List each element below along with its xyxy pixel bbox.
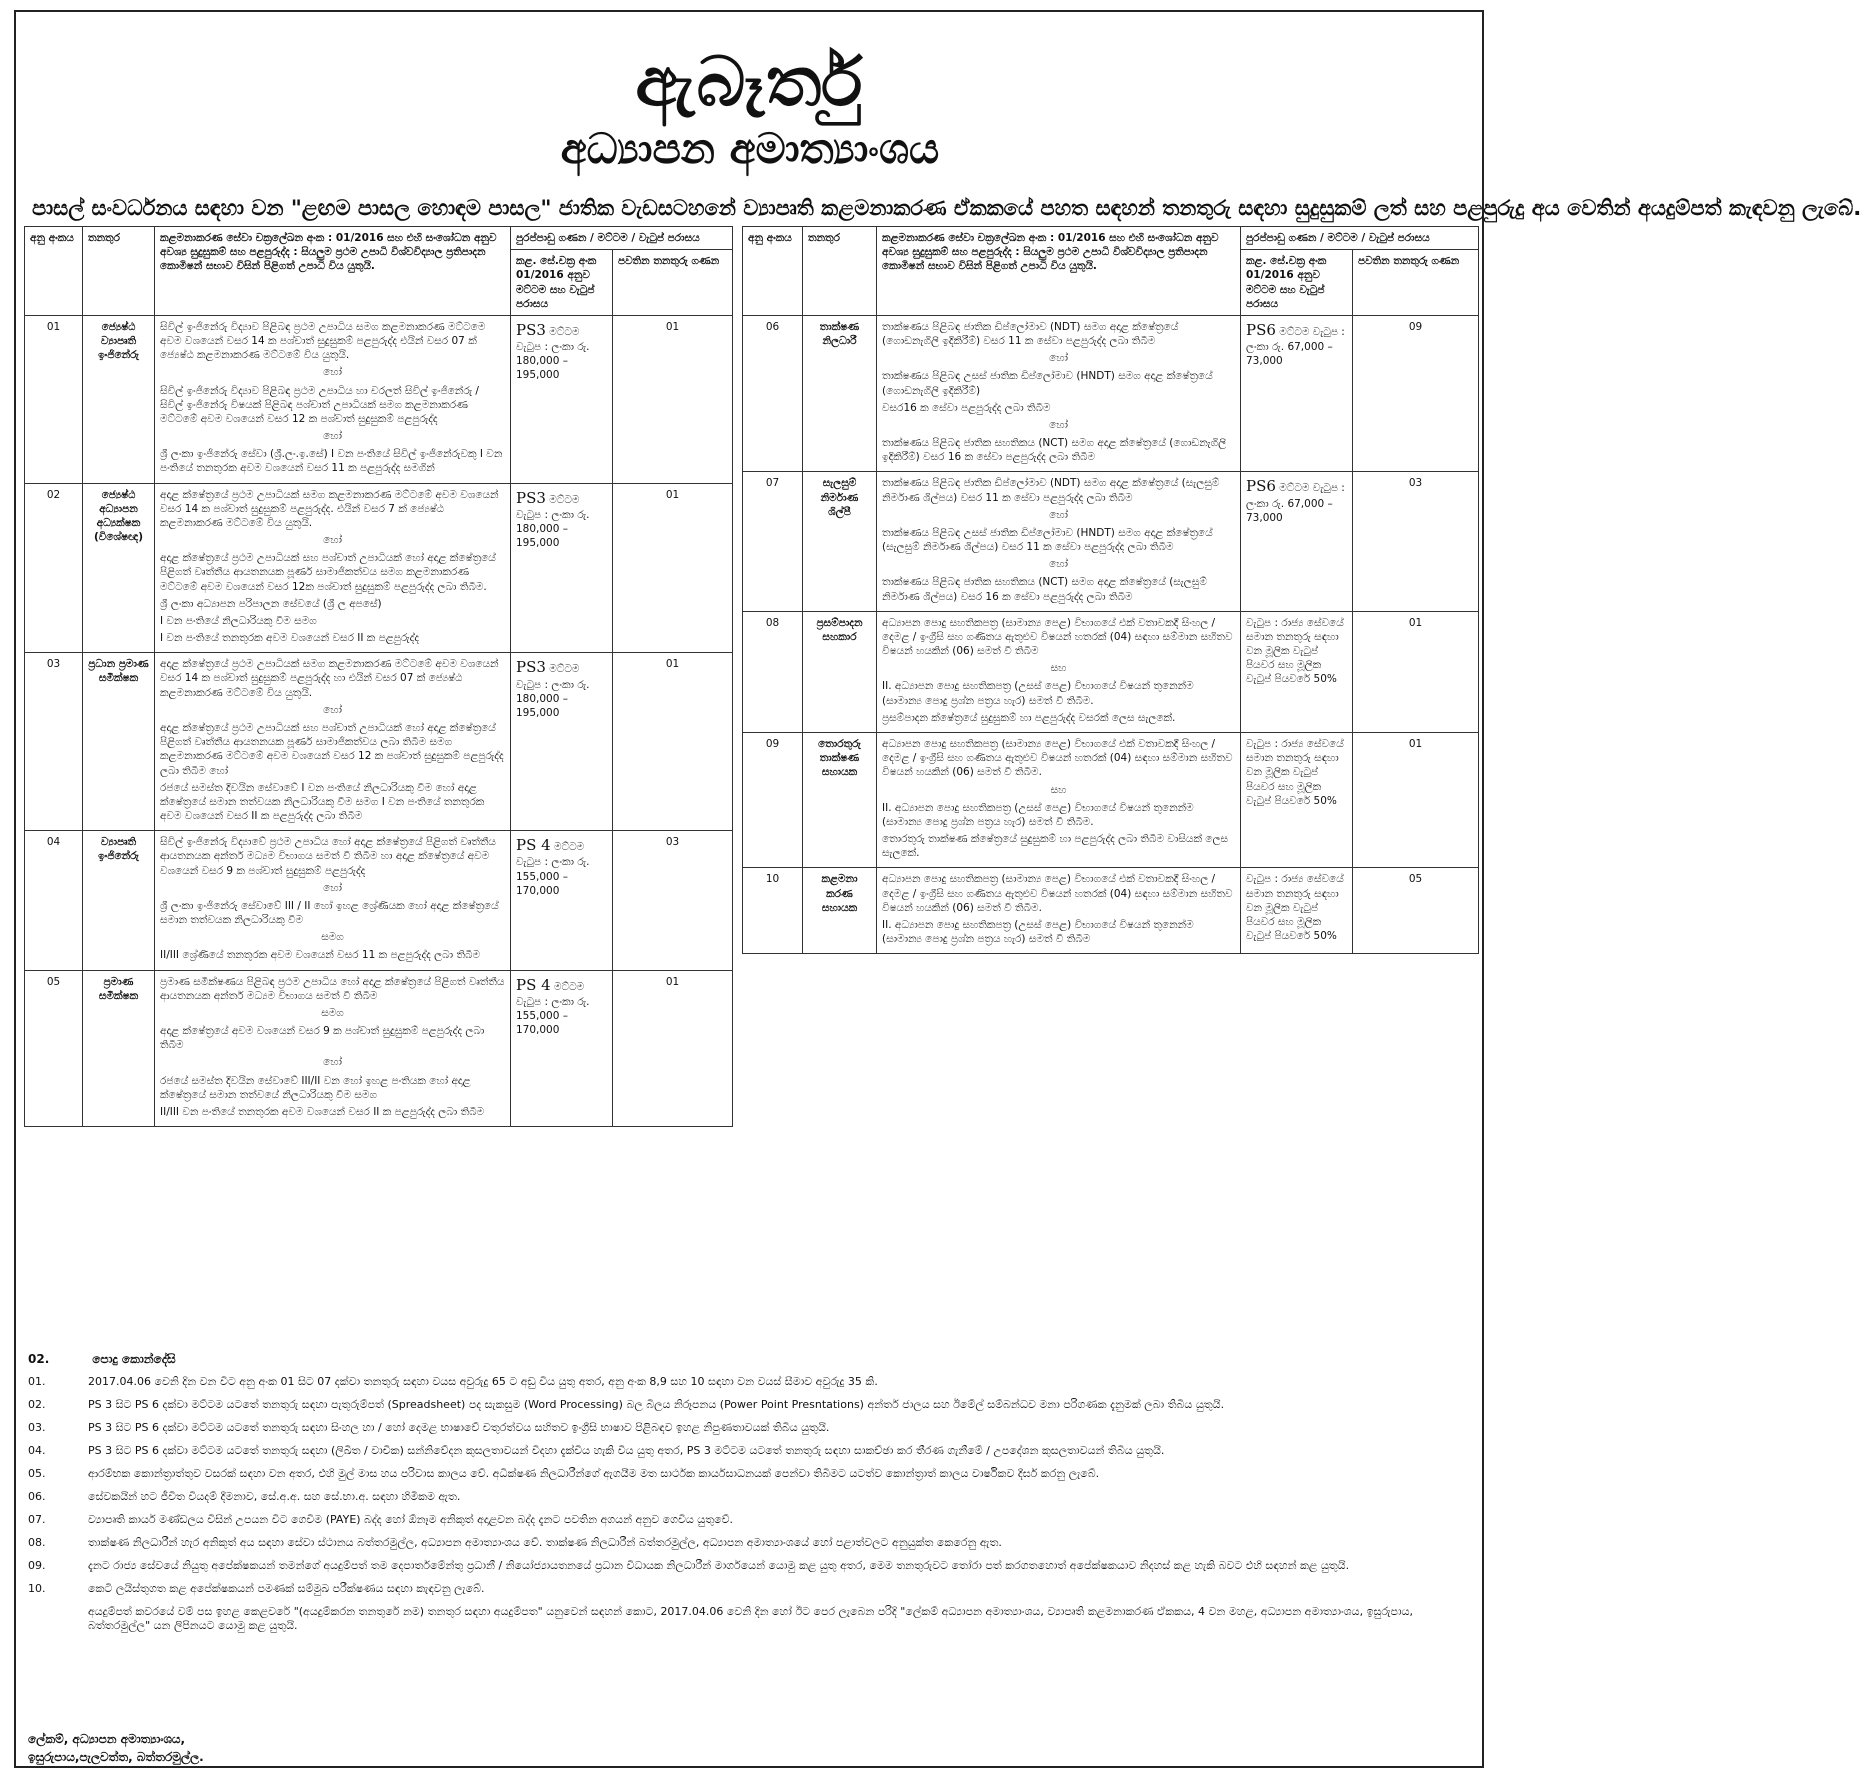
qualification-line: ප්‍රසම්පාදන ක්ෂේත්‍රයේ සුදුසුකම් හා පළපුරුද්ද වසරක් ලෙස සැලකේ. xyxy=(882,711,1176,724)
connector-word: හෝ xyxy=(1049,508,1068,521)
row-number: 06 xyxy=(743,315,803,472)
vacancy-count: 01 xyxy=(1353,732,1479,867)
qualifications-cell xyxy=(877,472,1241,611)
condition-number: 01. xyxy=(28,1375,46,1388)
qualification-line: ශ්‍රී ලංකා ඉංජිනේරු සේවාවේ III / II හෝ ඉහළ ශ්‍රේණියක හෝ අදාළ ක්ෂේත්‍රයේ සමාන තත්වයක නිලධාරියකු වීම xyxy=(160,899,499,927)
intro-text: පාසල් සංවර්ධනය සඳහා වන "ළඟම පාසල හොඳම පාසල" ජාතික වැඩසටහනේ ව්‍යාපෘති කළමනාකරණ ඒකකයේ පහත සඳහන් තනතුරු සඳහා සුදුසුකම් ලත් සහ පළපුරුදු අය වෙතින් අයදුම්පත් කැඳවනු ලැබේ. xyxy=(32,196,1861,220)
connector-word: සමග xyxy=(321,931,344,944)
salary-level: PS6 xyxy=(1246,320,1276,339)
vacancy-count: 05 xyxy=(1353,868,1479,954)
table-row xyxy=(25,483,733,653)
row-number: 05 xyxy=(25,970,83,1127)
condition-number: 03. xyxy=(28,1421,46,1434)
salary-level: PS3 xyxy=(516,488,546,507)
vacancy-count: 01 xyxy=(613,653,733,831)
conditions-list xyxy=(28,1375,1478,1633)
post-name: කළමනා කරණ සහායක xyxy=(803,868,877,954)
qualification-line: අධ්‍යාපන පොදු සහතිකපත්‍ර (සාමාන්‍ය පෙළ) විභාගයේ එක් වතාවකදී සිංහල / දෙමළ / ඉංග්‍රීසි සහ ගණිතය ඇතුළුව විෂයන් හතරක් (04) සඳහා සම්මාන සහිතව විෂයන් හයකින් (06) සමත් වී තිබීම xyxy=(882,616,1233,658)
qualifications-cell xyxy=(877,315,1241,472)
qualifications-cell xyxy=(155,831,511,970)
qualification-line: රජයේ සමස්ත දිවයින සේවාවේ III/II වන හෝ ඉහළ පංතියක හෝ අදාළ ක්ෂේත්‍රයේ සමාන තත්වයේ නිලධාරියකු වීම සමග xyxy=(160,1074,471,1101)
condition-text: ව්‍යාපෘති කාර්ය මණ්ඩලය විසින් උපයන විට ගෙවීම (PAYE) බද්ද හෝ ඕනෑම අනිකුත් අදාළවන බද්ද දැනට පවතින අගයන් අනුව ගෙවිය යුතුවේ. xyxy=(88,1513,734,1526)
vacancy-count: 01 xyxy=(613,315,733,483)
qualification-line: I වන පංතියේ නිලධාරියකු වීම සමග xyxy=(160,614,317,627)
page-title: ඇබෑර්තු xyxy=(635,42,865,122)
post-name: තාක්ෂණ නිලධාරී xyxy=(803,315,877,472)
condition-item xyxy=(28,1490,1478,1504)
condition-number: 06. xyxy=(28,1490,46,1503)
salary-level: PS3 xyxy=(516,320,546,339)
qualification-line: තාක්ෂණය පිළිබඳ ජාතික සහතිකය (NCT) සමග අදාළ ක්ෂේත්‍රයේ (ගොඩනැගිලි ඉදිකිරීම්) වසර 16 ක සේවා පළපුරුද්ද ලබා තිබීම xyxy=(882,437,1227,464)
condition-number: 08. xyxy=(28,1536,46,1549)
connector-word: සහ xyxy=(1050,662,1067,675)
qualification-line: තාක්ෂණය පිළිබඳ උසස් ජාතික ඩිප්ලෝමාව (HNDT) සමග අදාළ ක්ෂේත්‍රයේ (සැලසුම් නිර්මාණ ශිල්පය) වසර 11 ක සේවා පළපුරුද්ද ලබා තිබීම xyxy=(882,526,1213,554)
salary-range: මට්ටම වැටුප : ලංකා රු. 180,000 – 195,000 xyxy=(516,663,590,719)
salary-cell xyxy=(1241,315,1353,472)
connector-word: හෝ xyxy=(1049,558,1068,571)
row-number: 07 xyxy=(743,472,803,611)
qualification-line: තාක්ෂණය පිළිබඳ ජාතික සහතිකය (NCT) සමග අදාළ ක්ෂේත්‍රයේ (සැලසුම් නිර්මාණ ශිල්පය) වසර 16 ක සේවා පළපුරුද්ද ලබා තිබීම xyxy=(882,576,1207,603)
qualification-line: සිවිල් ඉංජිනේරු විද්‍යාව පිළිබඳ ප්‍රථම උපාධිය සමග කළමනාකරණ මට්ටමෙ අවම වශයෙන් වසර 14 ක පශ්චාත් සුදුසුකම් පළපුරුද්ද එයින් වසර 07 ක් ජ්‍යෙෂ්ඨ කළමනාකරණ මට්ටමේ විය යුතුයි. xyxy=(160,320,486,362)
table-row xyxy=(743,315,1479,472)
condition-number: 04. xyxy=(28,1444,46,1457)
post-name: ප්‍රසම්පාදන සහකාර xyxy=(803,611,877,732)
general-conditions-heading xyxy=(28,1352,1478,1367)
post-name: ව්‍යාපෘති ඉංජිනේරු xyxy=(83,831,155,970)
vacancy-table-left xyxy=(24,226,733,1127)
condition-text: PS 3 සිට PS 6 දක්වා මට්ටම යටතේ තනතුරු සඳහා සිංහල හා / හෝ දෙමළ භාෂාවේ චතුරත්වය සහිතව ඉංග්‍රීසි භාෂාව පිළිබඳව ඉහළ නිපුණතාවයක් තිබිය යුතුයි. xyxy=(88,1421,830,1434)
connector-word: හෝ xyxy=(323,1056,342,1069)
qualifications-cell xyxy=(155,653,511,831)
salary-level: PS 4 xyxy=(516,836,551,855)
qualification-line: අදාළ ක්ෂේත්‍රයේ ප්‍රථම උපාධියක් සහ පශ්චාත් උපාධියක් හෝ අදාළ ක්ෂේත්‍රයේ පිළිගත් වෘත්තීය ආයතනයක පූර්ණ සාමාජිකත්වය ලබා තිබීම සමග කළමනාකරණ මට්ටමේ අවම වශයෙන් වසර 12 ක පශ්චාත් සුදුසුකම් පළපුරුද්ද ලබා තිබීම හෝ xyxy=(160,721,504,777)
table-row xyxy=(25,315,733,483)
condition-number: 05. xyxy=(28,1467,46,1480)
vacancy-count: 01 xyxy=(613,970,733,1127)
row-number: 04 xyxy=(25,831,83,970)
condition-number: 02. xyxy=(28,1398,46,1411)
condition-text: තාක්ෂණ නිලධාරීන් හැර අනිකුත් අය සඳහා සේවා ස්ථානය බත්තරමුල්ල, අධ්‍යාපන අමාත්‍යාංශය වේ. තාක්ෂණ නිලධාරීන් බත්තරමුල්ල, අධ්‍යාපන අමාත්‍යාංශයේ හෝ පළාත්වලට අනුයුක්ත කෙරෙනු ඇත. xyxy=(88,1536,1002,1549)
col-salary-header: කළ. සේ.චක්‍ර අංක 01/2016 අනුව මට්ටම සහ වැටුප් පරාසය xyxy=(511,250,613,316)
left-rows xyxy=(25,315,733,1126)
condition-text: දැනට රාජ්‍ය සේවයේ නියුතු අපේක්ෂකයන් තමන්ගේ අයදුම්පත් තම දෙපාර්තමේන්තු ප්‍රධානී / නියෝජ්‍යායතනයේ ප්‍රධාන විධායක නිලධාරීන් මාර්ගයෙන් යොමු කළ යුතු අතර, මෙම තනතුරුවට තෝරා පත් කරගතහොත් අපේක්ෂකයාව නිදහස් කළ හැකි බවට එහි සඳහන් කළ යුතුයි. xyxy=(88,1559,1350,1572)
connector-word: හෝ xyxy=(323,534,342,547)
condition-number: 10. xyxy=(28,1582,46,1595)
qualification-line: අදාළ ක්ෂේත්‍රයේ ප්‍රථම උපාධියක් සමග කළමනාකරණ මට්ටමේ අවම වශයෙන් වසර 14 ක පශ්චාත් සුදුසුකම් පළපුරුද්ද. එයින් වසර 7 ක් ජ්‍යෙෂ්ඨ කළමනාකරණ මට්ටමේ විය යුතුයි. xyxy=(160,488,499,529)
table-row xyxy=(743,732,1479,867)
post-name: ජ්‍යෙෂ්ඨ ව්‍යාපෘති ඉංජිනේරු xyxy=(83,315,155,483)
section-number: 02. xyxy=(28,1352,50,1366)
row-number: 08 xyxy=(743,611,803,732)
col-qual-header: කළමනාකරණ සේවා චක්‍රලේඛන අංක : 01/2016 සහ එහි සංශෝධන අනුව අවශ්‍ය සුදුසුකම් සහ පළපුරුද්ද : සියලුම ප්‍රථම උපාධි විශ්වවිද්‍යාල ප්‍රතිපාදන කොමිෂන් සභාව විසින් පිළිගත් උපාධි විය යුතුයි. xyxy=(155,227,511,316)
qualifications-cell xyxy=(155,315,511,483)
general-conditions xyxy=(28,1352,1478,1642)
salary-range: වැටුප : රාජ්‍ය සේවයේ සමාන තනතුරු සඳහා වන මූලික වැටුප් පියවර සහ මූලික වැටුප් පියවරේ 50% xyxy=(1246,737,1344,807)
condition-item xyxy=(28,1467,1478,1481)
row-number: 09 xyxy=(743,732,803,867)
salary-range: මට්ටම වැටුප : ලංකා රු. 67,000 – 73,000 xyxy=(1246,482,1345,524)
salary-cell xyxy=(1241,611,1353,732)
salary-range: මට්ටම වැටුප : ලංකා රු. 155,000 – 170,000 xyxy=(516,841,590,897)
connector-word: හෝ xyxy=(323,366,342,379)
section-title: පොදු කොන්දේසි xyxy=(92,1352,176,1366)
qualification-line: II. අධ්‍යාපන පොදු සහතිකපත්‍ර (උසස් පෙළ) විභාගයේ විෂයන් තුනෙන්ම (සාමාන්‍ය පොදු ප්‍රශ්න පත්‍රය හැර) සමත් වී තිබීම. xyxy=(882,801,1194,828)
salary-cell xyxy=(1241,732,1353,867)
qualifications-cell xyxy=(155,970,511,1127)
qualification-line: ප්‍රමාණ සමීක්ෂණය පිළිබඳ ප්‍රථම උපාධිය හෝ අදාළ ක්ෂේත්‍රයේ පිළිගත් වෘත්තීය ආයතනයක අන්තර් මධ්‍යම විභාගය සමත් වී තිබීම xyxy=(160,975,505,1002)
col-group-header: පුරප්පාඩු ගණන / මට්ටම / වැටුප් පරාසය xyxy=(511,227,733,250)
table-row xyxy=(25,653,733,831)
connector-word: හෝ xyxy=(323,703,342,716)
qualification-line: ශ්‍රී ලංකා ඉංජිනේරු සේවා (ශ්‍රී.ලං.ඉ.සේ) I වන පංතියේ සිවිල් ඉංජිනේරුවකු I වන පංතියේ තනතුරක අවම වශයෙන් වසර 11 ක පළපුරුද්ද සමගින් xyxy=(160,448,503,475)
connector-word: හෝ xyxy=(1049,352,1068,365)
vacancy-count: 01 xyxy=(1353,611,1479,732)
salary-cell xyxy=(511,970,613,1127)
qualification-line: තාක්ෂණය පිළිබඳ ජාතික ඩිප්ලෝමාව (NDT) සමග අදාළ ක්ෂේත්‍රයේ (ගොඩනැගිලි ඉදිකිරීම්) වසර 11 ක සේවා පළපුරුද්ද ලබා තිබීම xyxy=(882,320,1179,348)
salary-range: වැටුප : රාජ්‍ය සේවයේ සමාන තනතුරු සඳහා වන මූලික වැටුප් පියවර සහ මූලික වැටුප් පියවරේ 50% xyxy=(1246,616,1344,686)
connector-word: හෝ xyxy=(1049,418,1068,431)
qualification-line: අධ්‍යාපන පොදු සහතිකපත්‍ර (සාමාන්‍ය පෙළ) විභාගයේ එක් වතාවකදී සිංහල / දෙමළ / ඉංග්‍රීසි සහ ගණිතය ඇතුළුව විෂයන් හතරක් (04) සඳහා සම්මාන සහිතව විෂයන් හයකින් (06) සමත් වී තිබීම. xyxy=(882,737,1233,779)
condition-text: කෙටි ලයිස්තුගත කළ අපේක්ෂකයන් පමණක් සම්මුඛ පරීක්ෂණය සඳහා කැඳවනු ලැබේ. xyxy=(88,1582,485,1595)
salary-cell xyxy=(1241,472,1353,611)
condition-item xyxy=(28,1536,1478,1550)
row-number: 02 xyxy=(25,483,83,653)
signature-block xyxy=(28,1730,204,1766)
col-post-header: තනතුර xyxy=(83,227,155,316)
col-qual-header: කළමනාකරණ සේවා චක්‍රලේඛන අංක : 01/2016 සහ එහි සංශෝධන අනුව අවශ්‍ය සුදුසුකම් සහ පළපුරුද්ද : සියලුම ප්‍රථම උපාධි විශ්වවිද්‍යාල ප්‍රතිපාදන කොමිෂන් සභාව විසින් පිළිගත් උපාධි විය යුතුයි. xyxy=(877,227,1241,316)
table-row xyxy=(743,472,1479,611)
col-count-header: පවතින තනතුරු ගණන xyxy=(613,250,733,316)
signature-line-1: ලේකම්, අධ්‍යාපන අමාත්‍යාංශය, xyxy=(28,1732,186,1746)
col-no-header: අනු අංකය xyxy=(25,227,83,316)
vacancy-count: 03 xyxy=(613,831,733,970)
condition-item xyxy=(28,1444,1478,1458)
salary-level: PS 4 xyxy=(516,975,551,994)
row-number: 10 xyxy=(743,868,803,954)
qualification-line: තොරතුරු තාක්ෂණ ක්ෂේත්‍රයේ සුදුසුකම් හා පළපුරුද්ද ලබා තිබීම වාසියක් ලෙස සැලකේ. xyxy=(882,833,1229,860)
connector-word: සහ xyxy=(1050,783,1067,796)
condition-text: PS 3 සිට PS 6 දක්වා මට්ටම යටතේ තනතුරු සඳහා (ලිඛිත / වාචික) සන්නිවේදන කුසලතාවයන් විදහා දැක්විය හැකි විය යුතු අතර, PS 3 මට්ටම යටතේ තනතුරු සඳහා සාකච්ඡා කර තීරණ ගැනීමේ / උපදේශන කුසලතාවයන් තිබිය යුතුයි. xyxy=(88,1444,1165,1457)
row-number: 01 xyxy=(25,315,83,483)
table-row xyxy=(743,611,1479,732)
right-rows xyxy=(743,315,1479,953)
qualification-line: රජයේ සමස්ත දිවයින සේවාවේ I වන පංතියේ නිලධාරියකු වීම හෝ අදාළ ක්ෂේත්‍රයේ සමාන තත්වයක නිලධාරියකු වීම සමග I වන පංතියේ තනතුරක අවම වශයෙන් වසර II ක පළපුරුද්ද ලබා තිබීම xyxy=(160,781,485,823)
col-post-header: තනතුර xyxy=(803,227,877,316)
qualification-line: අදාළ ක්ෂේත්‍රයේ ප්‍රථම උපාධියක් සමග කළමනාකරණ මට්ටමේ අවම වශයෙන් වසර 14 ක පශ්චාත් සුදුසුකම් පළපුරුද්ද හා එයින් වසර 07 ක් ජ්‍යෙෂ්ඨ කළමනාකරණ මට්ටමේ විය යුතුයි. xyxy=(160,658,499,699)
salary-range: මට්ටම වැටුප : ලංකා රු. 180,000 – 195,000 xyxy=(516,325,590,382)
qualifications-cell xyxy=(877,611,1241,732)
col-salary-header: කළ. සේ.චක්‍ර අංක 01/2016 අනුව මට්ටම සහ වැටුප් පරාසය xyxy=(1241,250,1353,316)
vacancy-count: 03 xyxy=(1353,472,1479,611)
condition-text: PS 3 සිට PS 6 දක්වා මට්ටම යටතේ තනතුරු සඳහා පැතුරුම්පත් (Spreadsheet) පද සැකසුම (Word Processing) බල බිලය නිරූපනය (Power Point Presntations) අන්තර් ජාලය සහ ඊමේල් සම්බන්ධව මනා පරිගණක දැනුමක් ලබා තිබිය යුතුයි. xyxy=(88,1398,1225,1411)
post-name: ප්‍රධාන ප්‍රමාණ සමීක්ෂක xyxy=(83,653,155,831)
qualification-line: සිවිල් ඉංජිනේරු විද්‍යාව පිළිබඳ ප්‍රථම උපාධිය හා චරලත් සිවිල් ඉංජිනේරු / සිවිල් ඉංජිනේරු විෂයක් පිළිබඳ පශ්චාත් උපාධියක් සමග කළමනාකරණ මට්ටමේ අවම වශයෙන් වසර 12 ක පශ්චාත් සුදුසුකම් පළපුරුද්ද xyxy=(160,384,479,425)
condition-item xyxy=(28,1559,1478,1573)
signature-line-2: ඉසුරුපාය,පැලවත්ත, බත්තරමුල්ල. xyxy=(28,1750,204,1764)
condition-item xyxy=(28,1398,1478,1412)
salary-range: මට්ටම වැටුප : ලංකා රු. 67,000 – 73,000 xyxy=(1246,325,1345,368)
col-group-header: පුරප්පාඩු ගණන / මට්ටම / වැටුප් පරාසය xyxy=(1241,227,1479,250)
table-row xyxy=(25,831,733,970)
condition-item xyxy=(28,1605,1478,1633)
condition-text: 2017.04.06 වෙනි දින වන විට අනු අංක 01 සිට 07 දක්වා තනතුරු සඳහා වයස අවුරුදු 65 ට අඩු විය යුතු අතර, අනු අංක 8,9 සහ 10 සඳහා වන වයස් සීමාව අවුරුදු 35 කි. xyxy=(88,1375,878,1388)
qualifications-cell xyxy=(155,483,511,653)
connector-word: හෝ xyxy=(323,881,342,894)
post-name: තොරතුරු තාක්ෂණ සහායක xyxy=(803,732,877,867)
salary-cell xyxy=(511,483,613,653)
vacancy-table-right xyxy=(742,226,1479,954)
condition-item xyxy=(28,1513,1478,1527)
salary-range: වැටුප : රාජ්‍ය සේවයේ සමාන තනතුරු සඳහා වන මූලික වැටුප් පියවර සහ මූලික වැටුප් පියවරේ 50% xyxy=(1246,873,1344,943)
vacancy-count: 01 xyxy=(613,483,733,653)
connector-word: සමග xyxy=(321,1006,344,1019)
post-name: ප්‍රමාණ සමීක්ෂක xyxy=(83,970,155,1127)
condition-number xyxy=(28,1605,88,1633)
qualification-line: වසර16 ක සේවා පළපුරුද්ද ලබා තිබීම xyxy=(882,401,1051,414)
qualification-line: අදාළ ක්ෂේත්‍රයේ අවම වශයෙන් වසර 9 ක පශ්චාත් සුදුසුකම් පළපුරුද්ද ලබා තිබීම xyxy=(160,1025,485,1052)
qualification-line: I වන පංතියේ තනතුරක අවම වශයෙන් වසර II ක පළපුරුද්ද xyxy=(160,632,419,645)
condition-item xyxy=(28,1421,1478,1435)
qualifications-cell xyxy=(877,868,1241,954)
salary-range: මට්ටම වැටුප : ලංකා රු. 155,000 – 170,000 xyxy=(516,980,590,1037)
salary-cell xyxy=(1241,868,1353,954)
qualification-line: II/III ශ්‍රේණියේ තනතුරක අවම වශයෙන් වසර 11 ක පළපුරුද්ද ලබා තිබීම xyxy=(160,949,481,962)
condition-number: 09. xyxy=(28,1559,46,1572)
salary-range: මට්ටම වැටුප : ලංකා රු. 180,000 – 195,000 xyxy=(516,493,590,550)
salary-level: PS6 xyxy=(1246,477,1276,496)
qualification-line: අදාළ ක්ෂේත්‍රයේ ප්‍රථම උපාධියක් සහ පශ්චාත් උපාධියක් හෝ අදාළ ක්ෂේත්‍රයේ පිළිගත් වෘත්තීය ආයතනයක පූර්ණ සාමාජිකත්වය සමග කළමනාකරණ මට්ටමේ අවම වශයෙන් වසර 12ක පශ්චාත් සුදුසුකම් පළපුරුද්ද ලබා තිබීම. xyxy=(160,552,496,593)
col-count-header: පවතින තනතුරු ගණන xyxy=(1353,250,1479,316)
qualifications-cell xyxy=(877,732,1241,867)
condition-text: සේවකයින් හට ජීවිත වියදම් දීමනාව, සේ.අ.අ. සහ සේ.භා.අ. සඳහා හිමිකම ඇත. xyxy=(88,1490,461,1503)
col-no-header: අනු අංකය xyxy=(743,227,803,316)
salary-cell xyxy=(511,315,613,483)
qualification-line: තාක්ෂණය පිළිබඳ ජාතික ඩිප්ලෝමාව (NDT) සමග අදාළ ක්ෂේත්‍රයේ (සැලසුම් නිර්මාණ ශිල්පය) වසර 11 ක සේවා පළපුරුද්ද ලබා තිබීම xyxy=(882,477,1220,504)
qualification-line: තාක්ෂණය පිළිබඳ උසස් ජාතික ඩිප්ලෝමාව (HNDT) සමග අදාළ ක්ෂේත්‍රයේ (ගොඩනැගිලි ඉදිකිරීම්) xyxy=(882,370,1213,397)
qualification-line: සිවිල් ඉංජිනේරු විද්‍යාවේ ප්‍රථම උපාධිය හෝ අදාළ ක්ෂේත්‍රයේ පිළිගත් වෘත්තීය ආයතනයක අන්තර් මධ්‍යම විභාගය සමත් වී තිබීම හා අදාළ ක්ෂේත්‍රයේ අවම වශයෙන් වසර 9 ක පශ්චාත් සුදුසුකම් පළපුරුද්ද xyxy=(160,836,496,877)
condition-text: ආරම්භක කොන්ත්‍රාත්තුව වසරක් සඳහා වන අතර, එහි මුල් මාස හය පරිවාස කාලය වේ. අධීක්ෂණ නිලධාරීන්ගේ ඇගයීම මත සාර්ථක කාර්යසාධනයක් පෙන්වා තිබීමට යටත්ව කොන්ත්‍රාත් කාලය වාර්ෂිකව දීර්ඝ කරනු ලැබේ. xyxy=(88,1467,1100,1480)
condition-item xyxy=(28,1582,1478,1596)
condition-text: අයදුම්පත් කවරයේ වම් පස ඉහළ කෙළවරේ "(අයදුම්කරන තනතුරේ නම) තනතුර සඳහා අයදුම්පත" යනුවෙන් සඳහන් කොට, 2017.04.06 වෙනි දින හෝ ඊට පෙර ලැබෙන පරිදි "ලේකම් අධ්‍යාපන අමාත්‍යාංශය, ව්‍යාපෘති කළමනාකරණ ඒකකය, 4 වන මහළ, අධ්‍යාපන අමාත්‍යාංශය, ඉසුරුපාය, බත්තරමුල්ල" යන ලිපිනයට යොමු කළ යුතුයි. xyxy=(88,1605,1414,1632)
salary-cell xyxy=(511,653,613,831)
qualification-line: II. අධ්‍යාපන පොදු සහතිකපත්‍ර (උසස් පෙළ) විභාගයේ විෂයන් තුනෙන්ම (සාමාන්‍ය පොදු ප්‍රශ්න පත්‍රය හැර) සමත් වී තිබීම xyxy=(882,918,1194,946)
ministry-name: අධ්‍යාපන අමාත්‍යාංශය xyxy=(560,124,940,173)
qualification-line: අධ්‍යාපන පොදු සහතිකපත්‍ර (සාමාන්‍ය පෙළ) විභාගයේ එක් වතාවකදී සිංහල / දෙමළ / ඉංග්‍රීසි සහ ගණිතය ඇතුළුව විෂයන් හතරක් (04) සඳහා සම්මාන සහිතව විෂයන් හයකින් (06) සමත් වී තිබීම. xyxy=(882,873,1233,914)
post-name: සැලසුම් නිර්මාණ ශිල්පී xyxy=(803,472,877,611)
salary-level: PS3 xyxy=(516,658,546,677)
vacancy-count: 09 xyxy=(1353,315,1479,472)
table-row xyxy=(25,970,733,1127)
condition-item xyxy=(28,1375,1478,1389)
qualification-line: II. අධ්‍යාපන පොදු සහතිකපත්‍ර (උසස් පෙළ) විභාගයේ විෂයන් තුනෙන්ම (සාමාන්‍ය පොදු ප්‍රශ්න පත්‍රය හැර) සමත් වී තිබීම. xyxy=(882,680,1194,707)
salary-cell xyxy=(511,831,613,970)
qualification-line: II/III වන පංතියේ තනතුරක අවම වශයෙන් වසර II ක පළපුරුද්ද ලබා තිබීම xyxy=(160,1105,485,1118)
qualification-line: ශ්‍රී ලංකා අධ්‍යාපන පරිපාලන සේවයේ (ශ්‍රී ල අපසේ) xyxy=(160,597,382,610)
row-number: 03 xyxy=(25,653,83,831)
condition-number: 07. xyxy=(28,1513,46,1526)
post-name: ජ්‍යෙෂ්ඨ අධ්‍යාපන අධ්‍යක්ෂක (විශේෂඥ) xyxy=(83,483,155,653)
table-row xyxy=(743,868,1479,954)
connector-word: හෝ xyxy=(323,430,342,443)
